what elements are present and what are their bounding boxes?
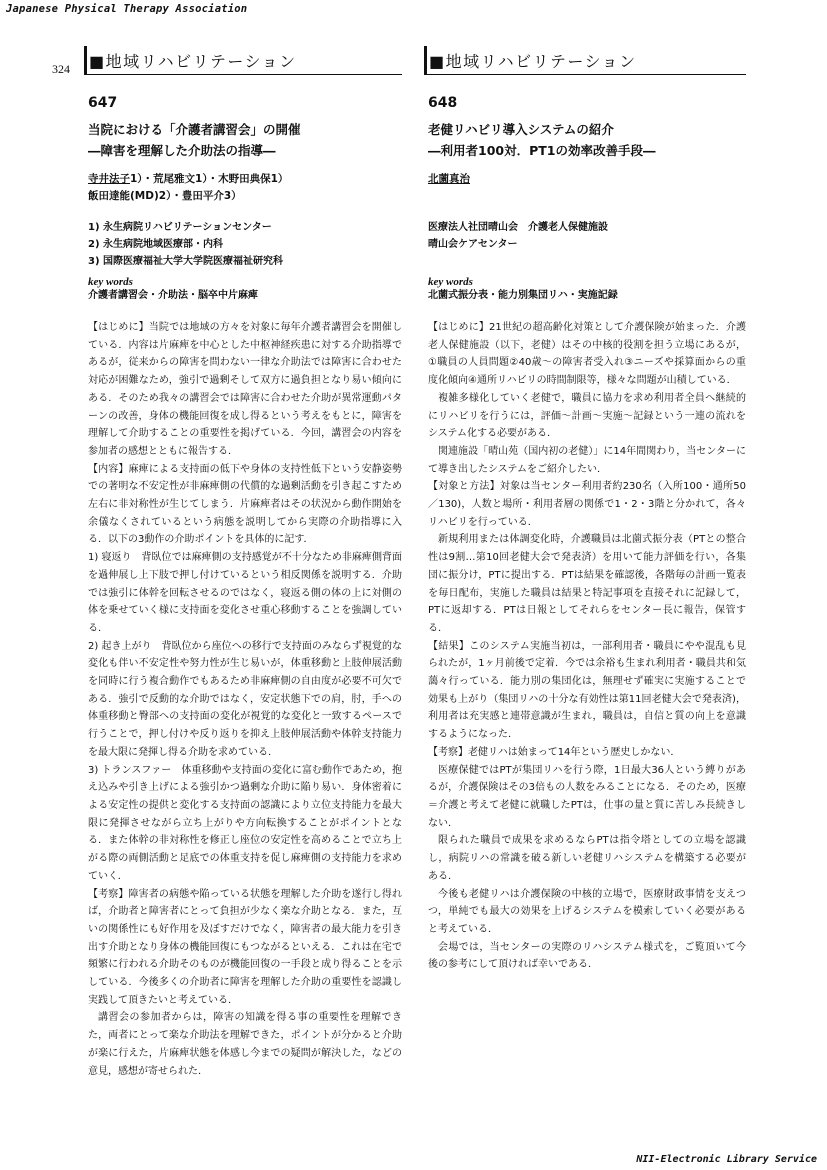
section-title: ■地域リハビリテーション xyxy=(429,52,637,71)
section-header xyxy=(424,46,746,75)
paragraph: 新規利用または体調変化時，介護職員は北薗式振分表（PTとの整合性は9割…第10回老健大会で発表済）を用いて能力評価を行い，各集団に振分け，PTに提出する．PTは結果を確認後，各階毎の計画一覧表を毎日配布，実施した職員は結果と特記事項を直接それに記録して，PTに返却する．PTは日報としてそれらをセンター長に報告，保管する． xyxy=(428,534,746,634)
abstract-647 xyxy=(84,46,402,1080)
author-list xyxy=(84,171,402,205)
abstract-648 xyxy=(424,46,746,974)
abstract-title xyxy=(424,119,746,161)
affiliation-list xyxy=(424,219,746,270)
title-line: 当院における「介護者講習会」の開催 xyxy=(88,122,301,137)
paragraph: 【対象と方法】対象は当センター利用者約230名（入所100・通所50／130)，人数と場所・利用者層の関係で1・2・3階と分かれて，各々リハビリを行っている． xyxy=(428,481,746,528)
keywords: 介護者講習会・介助法・脳卒中片麻痺 xyxy=(88,290,258,301)
abstract-title xyxy=(84,119,402,161)
paragraph: 【はじめに】当院では地域の方々を対象に毎年介護者講習会を開催している．内容は片麻痺を中心とした中枢神経疾患に対する介助指導であるが，従来からの障害を問わない一律な介助法では障害に合わせた対応が困難なため，強引で過剰そして双方に過負担となり易い傾向にある．そのため我々の講習会では障害に合わせた介助が異常運動パターンの改善，身体の機能回復を成し得るという考えをもとに，障害を理解して介助することの重要性を掲げている．今回，講習会の内容を参加者の感想とともに報告する． xyxy=(88,322,402,457)
paragraph: 関連施設「晴山苑（国内初の老健）」に14年間関わり，当センターにて導き出したシステムをご紹介したい． xyxy=(428,445,746,475)
paragraph: 【考察】障害者の病態や陥っている状態を理解した介助を遂行し得れば，介助者と障害者にとって負担が少なく楽な介助となる．また，互いの関係性にも好作用を及ぼすだけでなく，障害者の最大能力を引き出す介助となり身体の機能回復にもつながるといえる．これは在宅で頻繁に行われる介助そのものが機能回復の一手段と成り得ることを示している．今後多くの介助者に障害を理解した介助の重要性を認識し実践して頂きたいと考えている． xyxy=(88,888,402,1006)
subtitle-line: ―利用者100対．PT1の効率改善手段― xyxy=(428,143,656,158)
paragraph: 複雑多様化していく老健で，職員に協力を求め利用者全員へ継続的にリハビリを行うには，評価～計画～実施～記録という一連の流れをシステム化する必要がある． xyxy=(428,392,746,440)
affiliation: 2) 永生病院地域医療部・内科 xyxy=(88,239,224,250)
keywords-label: key words xyxy=(88,276,133,288)
paragraph: 【内容】麻痺による支持面の低下や身体の支持性低下という安静姿勢での著明な不安定性が非麻痺側の代償的な過剰活動を引き起こすため左右に非対称性が生じてしまう．片麻痺者はその状況から動作開始を余儀なくされているという病態を説明してから実際の介助指導に入る．以下の3動作の介助ポイントを具体的に記す． xyxy=(88,463,402,546)
page-number: 324 xyxy=(52,62,70,76)
title-line: 老健リハビリ導入システムの紹介 xyxy=(428,122,614,137)
keywords: 北薗式振分表・能力別集団リハ・実施記録 xyxy=(428,290,618,301)
co-authors: 1）・荒尾雅文1）・木野田典保1） xyxy=(130,173,289,185)
paragraph: 会場では，当センターの実際のリハシステム様式を，ご覧頂いて今後の参考にして頂ければ幸いである． xyxy=(428,941,746,971)
affiliation: 晴山会ケアセンター xyxy=(428,239,518,250)
subtitle-line: ―障害を理解した介助法の指導― xyxy=(88,143,276,158)
paragraph: 2) 起き上がり 背臥位から座位への移行で支持面のみならず視覚的な変化も伴い不安定性や努力性が生じ易いが，体重移動と上肢伸展活動を同時に行う複合動作でもあるため非麻痺側の自由度が必要不可欠である．強引で反動的な介助ではなく，安定状態下での肩，肘，手への体重移動と臀部への支持面の変化が視覚的な変化と一致するペースで行うことで，押し付けや反り返りを抑え上肢伸展活動や体幹支持能力を最大限に発揮し得る介助を求めている． xyxy=(88,640,402,758)
author-list xyxy=(424,171,746,205)
paragraph: 3) トランスファー 体重移動や支持面の変化に富む動作であため，抱え込みや引き上げによる強引かつ過剰な介助に陥り易い．身体密着による安定性の提供と変化する支持面の認識により立位支持能力を最大限に発揮させながら立ち上がりや方向転換することがポイントとなる．また体幹の非対称性を修正し座位の安定性を高めることで立ち上がる際の両側活動と足底での体重支持を促し麻痺側の支持能力を求めていく． xyxy=(88,764,402,882)
paragraph: 【考察】老健リハは始まって14年という歴史しかない． xyxy=(428,746,681,758)
paragraph: 限られた職員で成果を求めるならPTは指令塔としての立場を認識し，病院リハの常識を破る新しい老健リハシステムを構築する必要がある． xyxy=(428,835,746,882)
affiliation: 1) 永生病院リハビリテーションセンター xyxy=(88,222,272,233)
paragraph: 今後も老健リハは介護保険の中核的立場で，医療財政事情を支えつつ，単純でも最大の効果を上げるシステムを模索していく必要があると考えている． xyxy=(428,888,746,935)
keywords-label: key words xyxy=(428,276,473,288)
abstract-number: 647 xyxy=(88,95,118,111)
abstract-body xyxy=(424,319,746,974)
paragraph: 医療保健ではPTが集団リハを行う際，1日最大36人という縛りがあるが，介護保険はその3倍もの人数をみることになる．そのため，医療＝介護と考えて老健に就職したPTは，仕事の量と質に苦しみ長続きしない． xyxy=(428,764,746,829)
presenting-author: 北薗真治 xyxy=(428,173,470,185)
abstract-number: 648 xyxy=(428,95,458,111)
paragraph: 【結果】このシステム実施当初は，一部利用者・職員にやや混乱も見られたが，1ヶ月前後で定着．今では余裕も生まれ利用者・職員共和気藹々行っている．能力別の集団化は，無理せず確実に実施することで効果も上がり（集団リハの十分な有効性は第11回老健大会で発表済)，利用者は充実感と連帯意識が生まれ，職員は，自信と質の向上を意識するようになった． xyxy=(428,640,746,741)
affiliation-list xyxy=(84,219,402,270)
paragraph: 1) 寝返り 背臥位では麻痺側の支持感覚が不十分なため非麻痺側背面を過伸展し上下肢で押し付けているという相反関係を説明する．介助では強引に体幹を回転させるのではなく，寝返る側の体の上に対側の体を乗せていく様に支持面を変化させ重心移動することを強調している． xyxy=(88,552,402,634)
paragraph: 講習会の参加者からは，障害の知識を得る事の重要性を理解できた，両者にとって楽な介助法を理解できた，ポイントが分かると介助が楽に行えた，片麻痺状態を体感し今までの疑問が解決した，などの意見，感想が寄せられた． xyxy=(88,1012,402,1077)
section-title: ■地域リハビリテーション xyxy=(89,52,297,71)
library-footer: NII-Electronic Library Service xyxy=(636,1154,817,1165)
association-header: Japanese Physical Therapy Association xyxy=(6,3,248,15)
paragraph: 【はじめに】21世紀の超高齢化対策として介護保険が始まった．介護老人保健施設（以下，老健）はその中核的役割を担う立場にあるが，①職員の人員問題②40歳～の障害者受入れ③ニーズや採算面からの重度化傾向④通所リハビリの時間制限等，様々な問題が山積している． xyxy=(428,322,746,387)
affiliation: 医療法人社団晴山会 介護老人保健施設 xyxy=(428,222,608,233)
co-authors-line2: 飯田達能(MD)2）・豊田平介3） xyxy=(88,190,242,202)
section-header xyxy=(84,46,402,75)
presenting-author: 寺井法子 xyxy=(88,173,130,185)
affiliation: 3) 国際医療福祉大学大学院医療福祉研究科 xyxy=(88,256,284,267)
abstract-body xyxy=(84,319,402,1080)
